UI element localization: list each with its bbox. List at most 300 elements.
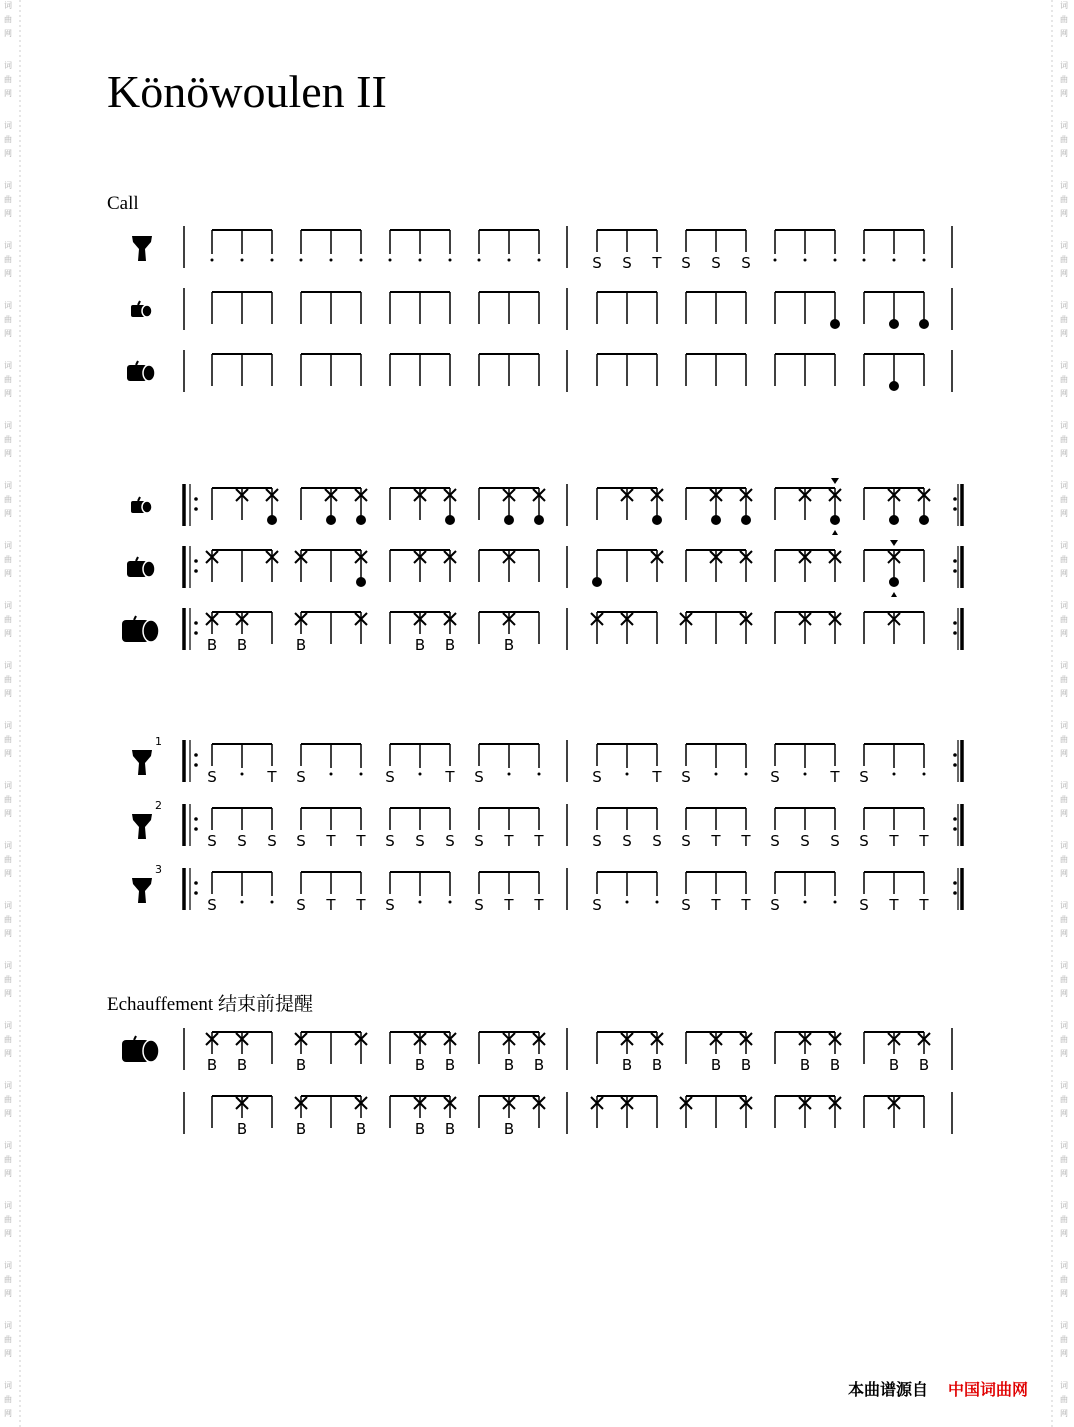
watermark-char: 词 xyxy=(4,601,12,610)
rest-dot xyxy=(419,901,422,904)
watermark-char: 网 xyxy=(4,1409,12,1418)
beat-group xyxy=(479,1032,545,1074)
watermark-char: 网 xyxy=(4,929,12,938)
watermark-char: 网 xyxy=(1060,1169,1068,1178)
watermark-char: 曲 xyxy=(1060,495,1068,504)
rest-dot xyxy=(241,259,244,262)
watermark-char: 词 xyxy=(1060,481,1068,490)
watermark-char: 曲 xyxy=(4,255,12,264)
watermark-char: 网 xyxy=(1060,29,1068,38)
beat-group xyxy=(681,744,747,786)
bass-letter: B xyxy=(533,1056,545,1074)
watermark-char: 曲 xyxy=(4,495,12,504)
beat-group xyxy=(681,230,751,272)
bass-letter: B xyxy=(414,1120,426,1138)
bass-letter: B xyxy=(829,1056,841,1074)
beat-group xyxy=(479,292,539,324)
watermark-char: 词 xyxy=(4,361,12,370)
watermark-char: 词 xyxy=(1060,301,1068,310)
beat-group xyxy=(385,872,451,914)
beat-group xyxy=(295,1096,367,1138)
watermark-char: 曲 xyxy=(4,1155,12,1164)
watermark-char: 曲 xyxy=(4,195,12,204)
watermark-char: 词 xyxy=(1060,1,1068,10)
beat-group xyxy=(864,488,930,525)
bass-letter: B xyxy=(355,1120,367,1138)
djembe-number: 3 xyxy=(155,863,162,876)
watermark-char: 曲 xyxy=(4,735,12,744)
repeat-end xyxy=(953,621,957,625)
beat-group xyxy=(681,872,751,914)
rest-dot xyxy=(745,773,748,776)
watermark-char: 曲 xyxy=(4,135,12,144)
score-row xyxy=(122,1028,952,1074)
drum-stroke-dot xyxy=(652,515,662,525)
beat-group xyxy=(863,230,926,262)
watermark-char: 曲 xyxy=(4,1335,12,1344)
rest-dot xyxy=(804,259,807,262)
rest-dot xyxy=(656,901,659,904)
bass-letter: B xyxy=(503,636,515,654)
watermark-char: 网 xyxy=(1060,449,1068,458)
watermark-char: 词 xyxy=(1060,661,1068,670)
drum-stroke-dot xyxy=(711,515,721,525)
watermark-char: 词 xyxy=(1060,241,1068,250)
stroke-letter: S xyxy=(741,254,751,272)
stroke-letter: S xyxy=(681,254,691,272)
watermark-char: 曲 xyxy=(4,435,12,444)
watermark-char: 词 xyxy=(4,481,12,490)
watermark-char: 曲 xyxy=(4,615,12,624)
beat-group xyxy=(686,488,752,525)
watermark-char: 曲 xyxy=(1060,255,1068,264)
beat-group xyxy=(592,872,658,914)
beat-group xyxy=(592,744,662,786)
watermark-char: 曲 xyxy=(1060,1035,1068,1044)
beat-group xyxy=(301,488,367,525)
stroke-letter: S xyxy=(385,896,395,914)
score-row xyxy=(184,1092,952,1138)
watermark-char: 词 xyxy=(1060,721,1068,730)
watermark-char: 网 xyxy=(1060,749,1068,758)
watermark-char: 词 xyxy=(1060,121,1068,130)
beat-group xyxy=(296,808,366,850)
beat-group xyxy=(859,872,929,914)
footer-site-name: 中国词曲网 xyxy=(948,1380,1029,1399)
beat-group xyxy=(775,1096,841,1128)
rest-dot xyxy=(271,259,274,262)
djembe-icon xyxy=(132,750,152,775)
beat-group xyxy=(207,744,277,786)
beat-group xyxy=(300,230,363,262)
drum-stroke-dot xyxy=(326,515,336,525)
watermark-char: 词 xyxy=(4,1381,12,1390)
beat-group xyxy=(390,292,450,324)
watermark-char: 网 xyxy=(4,509,12,518)
drum-stroke-dot xyxy=(919,515,929,525)
djembe-number: 2 xyxy=(155,799,162,812)
beat-group xyxy=(592,550,663,587)
watermark-char: 词 xyxy=(4,61,12,70)
repeat-end xyxy=(953,753,957,757)
stroke-letter: S xyxy=(296,832,306,850)
watermark-char: 网 xyxy=(4,1349,12,1358)
rest-dot xyxy=(449,901,452,904)
watermark-char: 网 xyxy=(4,1109,12,1118)
stroke-letter: T xyxy=(741,896,751,914)
beat-group xyxy=(592,808,662,850)
watermark-char: 词 xyxy=(1060,1021,1068,1030)
stroke-letter: T xyxy=(534,832,544,850)
beat-group xyxy=(206,1032,272,1074)
rest-dot xyxy=(804,901,807,904)
drum-stroke-dot xyxy=(356,515,366,525)
rest-dot xyxy=(271,901,274,904)
bass-letter: B xyxy=(710,1056,722,1074)
stroke-letter: T xyxy=(326,896,336,914)
watermark-char: 网 xyxy=(1060,1109,1068,1118)
rest-dot xyxy=(715,773,718,776)
beat-group xyxy=(389,230,452,262)
watermark-char: 曲 xyxy=(4,1275,12,1284)
stroke-letter: S xyxy=(267,832,277,850)
stroke-letter: S xyxy=(622,254,632,272)
stroke-letter: T xyxy=(445,768,455,786)
watermark-char: 词 xyxy=(1060,841,1068,850)
watermark-char: 词 xyxy=(1060,361,1068,370)
watermark-char: 曲 xyxy=(1060,555,1068,564)
stroke-letter: T xyxy=(711,832,721,850)
rest-dot xyxy=(538,259,541,262)
beat-group xyxy=(775,612,841,644)
bass-letter: B xyxy=(503,1120,515,1138)
beat-group xyxy=(295,1032,367,1074)
rest-dot xyxy=(330,259,333,262)
watermark-char: 曲 xyxy=(4,1035,12,1044)
rest-dot xyxy=(863,259,866,262)
djembe-icon xyxy=(132,814,152,839)
beat-group xyxy=(775,550,841,582)
stroke-letter: S xyxy=(207,896,217,914)
watermark-char: 曲 xyxy=(4,555,12,564)
watermark-char: 词 xyxy=(4,1021,12,1030)
beat-group xyxy=(474,808,544,850)
stroke-letter: S xyxy=(445,832,455,850)
rest-dot xyxy=(300,259,303,262)
bass-letter: B xyxy=(414,636,426,654)
rest-dot xyxy=(241,773,244,776)
beat-group xyxy=(864,540,924,597)
watermark-char: 曲 xyxy=(4,795,12,804)
watermark-char: 网 xyxy=(1060,629,1068,638)
beat-group xyxy=(474,872,544,914)
beat-group xyxy=(212,488,278,525)
rest-dot xyxy=(923,773,926,776)
beat-group xyxy=(206,612,272,654)
stroke-letter: T xyxy=(711,896,721,914)
stroke-letter: S xyxy=(859,832,869,850)
beat-group xyxy=(775,292,840,329)
beat-group xyxy=(390,1032,456,1074)
rest-dot xyxy=(626,901,629,904)
drum-stroke-dot xyxy=(889,515,899,525)
stroke-letter: S xyxy=(800,832,810,850)
beat-group xyxy=(479,550,539,582)
stroke-letter: S xyxy=(770,832,780,850)
score-row xyxy=(127,350,952,392)
stroke-letter: T xyxy=(830,768,840,786)
beat-group xyxy=(775,1032,841,1074)
watermark-char: 曲 xyxy=(1060,195,1068,204)
score-row xyxy=(127,540,962,597)
watermark-char: 词 xyxy=(1060,1381,1068,1390)
drum-stroke-dot xyxy=(356,577,366,587)
watermark-char: 曲 xyxy=(4,375,12,384)
watermark-char: 曲 xyxy=(1060,795,1068,804)
beat-group xyxy=(864,292,929,329)
watermark-char: 网 xyxy=(1060,1229,1068,1238)
watermark-char: 曲 xyxy=(1060,1335,1068,1344)
watermark-char: 网 xyxy=(4,869,12,878)
stroke-letter: S xyxy=(592,896,602,914)
beat-group xyxy=(680,1096,752,1128)
stroke-letter: T xyxy=(326,832,336,850)
beat-group xyxy=(591,1096,657,1128)
stroke-letter: T xyxy=(741,832,751,850)
djembe-icon xyxy=(132,878,152,903)
repeat-end xyxy=(953,559,957,563)
rest-dot xyxy=(211,259,214,262)
watermark-char: 网 xyxy=(1060,929,1068,938)
drum-stroke-dot xyxy=(267,515,277,525)
watermark-char: 曲 xyxy=(4,1095,12,1104)
watermark-char: 网 xyxy=(1060,1409,1068,1418)
bass-letter: B xyxy=(295,636,307,654)
watermark-char: 词 xyxy=(4,301,12,310)
beat-group xyxy=(295,612,367,654)
stroke-letter: T xyxy=(534,896,544,914)
section-label-echauffement: Echauffement 结束前提醒 xyxy=(107,994,313,1015)
watermark-char: 网 xyxy=(4,269,12,278)
watermark-char: 曲 xyxy=(1060,915,1068,924)
watermark-char: 词 xyxy=(4,1141,12,1150)
rest-dot xyxy=(804,773,807,776)
watermark-char: 词 xyxy=(4,241,12,250)
bass-letter: B xyxy=(236,636,248,654)
stroke-letter: S xyxy=(681,896,691,914)
watermark-char: 曲 xyxy=(1060,1395,1068,1404)
beat-group xyxy=(301,354,361,386)
watermark-char: 词 xyxy=(4,1,12,10)
footer-source-prefix: 本曲谱源自 xyxy=(848,1380,929,1399)
accent-marker-bottom xyxy=(891,592,897,597)
watermark-char: 曲 xyxy=(1060,735,1068,744)
watermark-char: 网 xyxy=(1060,149,1068,158)
beat-group xyxy=(770,744,840,786)
rest-dot xyxy=(360,773,363,776)
bass-letter: B xyxy=(740,1056,752,1074)
beat-group xyxy=(864,612,924,644)
bass-letter: B xyxy=(206,1056,218,1074)
watermark-char: 网 xyxy=(4,449,12,458)
beat-group xyxy=(597,1032,663,1074)
watermark-char: 词 xyxy=(4,721,12,730)
stroke-letter: S xyxy=(592,832,602,850)
stroke-letter: S xyxy=(770,896,780,914)
beat-group xyxy=(775,478,841,535)
bass-letter: B xyxy=(236,1056,248,1074)
bass-letter: B xyxy=(295,1056,307,1074)
watermark-char: 曲 xyxy=(1060,975,1068,984)
beat-group xyxy=(686,292,746,324)
beat-group xyxy=(295,550,367,587)
stroke-letter: T xyxy=(889,832,899,850)
stroke-letter: S xyxy=(296,896,306,914)
beat-group xyxy=(479,1096,545,1138)
djembe-icon xyxy=(132,236,152,261)
watermark-char: 网 xyxy=(4,209,12,218)
watermark-char: 词 xyxy=(4,181,12,190)
watermark-char: 网 xyxy=(1060,389,1068,398)
bass-letter: B xyxy=(444,1056,456,1074)
rest-dot xyxy=(330,773,333,776)
watermark-char: 网 xyxy=(4,149,12,158)
drum-stroke-dot xyxy=(504,515,514,525)
beat-group xyxy=(859,744,925,786)
beat-group xyxy=(859,808,929,850)
watermark-char: 词 xyxy=(4,1081,12,1090)
stroke-letter: T xyxy=(356,832,366,850)
stroke-letter: T xyxy=(356,896,366,914)
watermark-char: 网 xyxy=(1060,1349,1068,1358)
accent-marker xyxy=(831,478,839,484)
watermark-char: 曲 xyxy=(1060,315,1068,324)
beat-group xyxy=(296,872,366,914)
bass-letter: B xyxy=(651,1056,663,1074)
score-row xyxy=(132,863,962,914)
watermark-char: 曲 xyxy=(4,315,12,324)
watermark-char: 词 xyxy=(1060,61,1068,70)
watermark-char: 词 xyxy=(1060,1201,1068,1210)
watermark-char: 词 xyxy=(4,781,12,790)
bass-letter: B xyxy=(918,1056,930,1074)
beat-group xyxy=(385,744,455,786)
stroke-letter: S xyxy=(859,896,869,914)
drum-stroke-dot xyxy=(919,319,929,329)
stroke-letter: S xyxy=(681,768,691,786)
watermark-char: 词 xyxy=(4,421,12,430)
section-label-call: Call xyxy=(107,193,139,214)
watermark-char: 网 xyxy=(4,329,12,338)
beat-group xyxy=(864,1096,924,1128)
stroke-letter: S xyxy=(415,832,425,850)
beat-group xyxy=(681,808,751,850)
watermark-char: 曲 xyxy=(1060,675,1068,684)
stroke-letter: S xyxy=(859,768,869,786)
stroke-letter: T xyxy=(919,832,929,850)
beat-group xyxy=(686,354,746,386)
watermark-char: 词 xyxy=(4,541,12,550)
accent-marker-bottom xyxy=(832,530,838,535)
bass-letter: B xyxy=(888,1056,900,1074)
stroke-letter: T xyxy=(267,768,277,786)
beat-group xyxy=(770,872,836,914)
accent-marker xyxy=(890,540,898,546)
beat-group xyxy=(207,808,277,850)
beat-group xyxy=(479,612,539,654)
beat-group xyxy=(479,354,539,386)
watermark-char: 网 xyxy=(4,389,12,398)
bass-letter: B xyxy=(236,1120,248,1138)
drum-stroke-dot xyxy=(889,381,899,391)
stroke-letter: T xyxy=(889,896,899,914)
watermark-char: 词 xyxy=(1060,1081,1068,1090)
watermark-char: 词 xyxy=(4,1261,12,1270)
bass-letter: B xyxy=(621,1056,633,1074)
watermark-char: 网 xyxy=(4,749,12,758)
watermark-char: 词 xyxy=(4,121,12,130)
bass-letter: B xyxy=(444,636,456,654)
rest-dot xyxy=(508,259,511,262)
bass-letter: B xyxy=(295,1120,307,1138)
stroke-letter: S xyxy=(681,832,691,850)
rest-dot xyxy=(774,259,777,262)
watermark-char: 词 xyxy=(1060,421,1068,430)
score-row xyxy=(122,608,962,654)
watermark-char: 词 xyxy=(1060,1141,1068,1150)
watermark-char: 词 xyxy=(1060,961,1068,970)
stroke-letter: S xyxy=(474,896,484,914)
stroke-letter: S xyxy=(237,832,247,850)
watermark-char: 词 xyxy=(4,841,12,850)
bass-letter: B xyxy=(206,636,218,654)
beat-group xyxy=(206,550,278,582)
rest-dot xyxy=(923,259,926,262)
beat-group xyxy=(211,230,274,262)
score-row xyxy=(132,226,952,272)
beat-group xyxy=(212,354,272,386)
beat-group xyxy=(686,550,752,582)
rest-dot xyxy=(389,259,392,262)
watermark-char: 词 xyxy=(1060,781,1068,790)
watermark-char: 曲 xyxy=(1060,75,1068,84)
repeat-end xyxy=(953,497,957,501)
rest-dot xyxy=(241,901,244,904)
watermark-char: 网 xyxy=(4,89,12,98)
score-row xyxy=(131,288,952,330)
watermark-char: 网 xyxy=(1060,1289,1068,1298)
beat-group xyxy=(597,488,663,525)
repeat-end xyxy=(953,881,957,885)
beat-group xyxy=(864,1032,930,1074)
stroke-letter: S xyxy=(474,832,484,850)
stroke-letter: S xyxy=(830,832,840,850)
watermark-char: 网 xyxy=(4,1229,12,1238)
drum-stroke-dot xyxy=(830,319,840,329)
watermark-char: 词 xyxy=(4,961,12,970)
watermark-char: 曲 xyxy=(4,1215,12,1224)
stroke-letter: S xyxy=(296,768,306,786)
stroke-letter: S xyxy=(592,254,602,272)
stroke-letter: T xyxy=(504,832,514,850)
beat-group xyxy=(686,1032,752,1074)
watermark-char: 曲 xyxy=(1060,15,1068,24)
beat-group xyxy=(591,612,657,644)
score-row xyxy=(132,799,962,850)
beat-group xyxy=(597,292,657,324)
side-watermarks xyxy=(4,0,1068,1418)
rest-dot xyxy=(478,259,481,262)
